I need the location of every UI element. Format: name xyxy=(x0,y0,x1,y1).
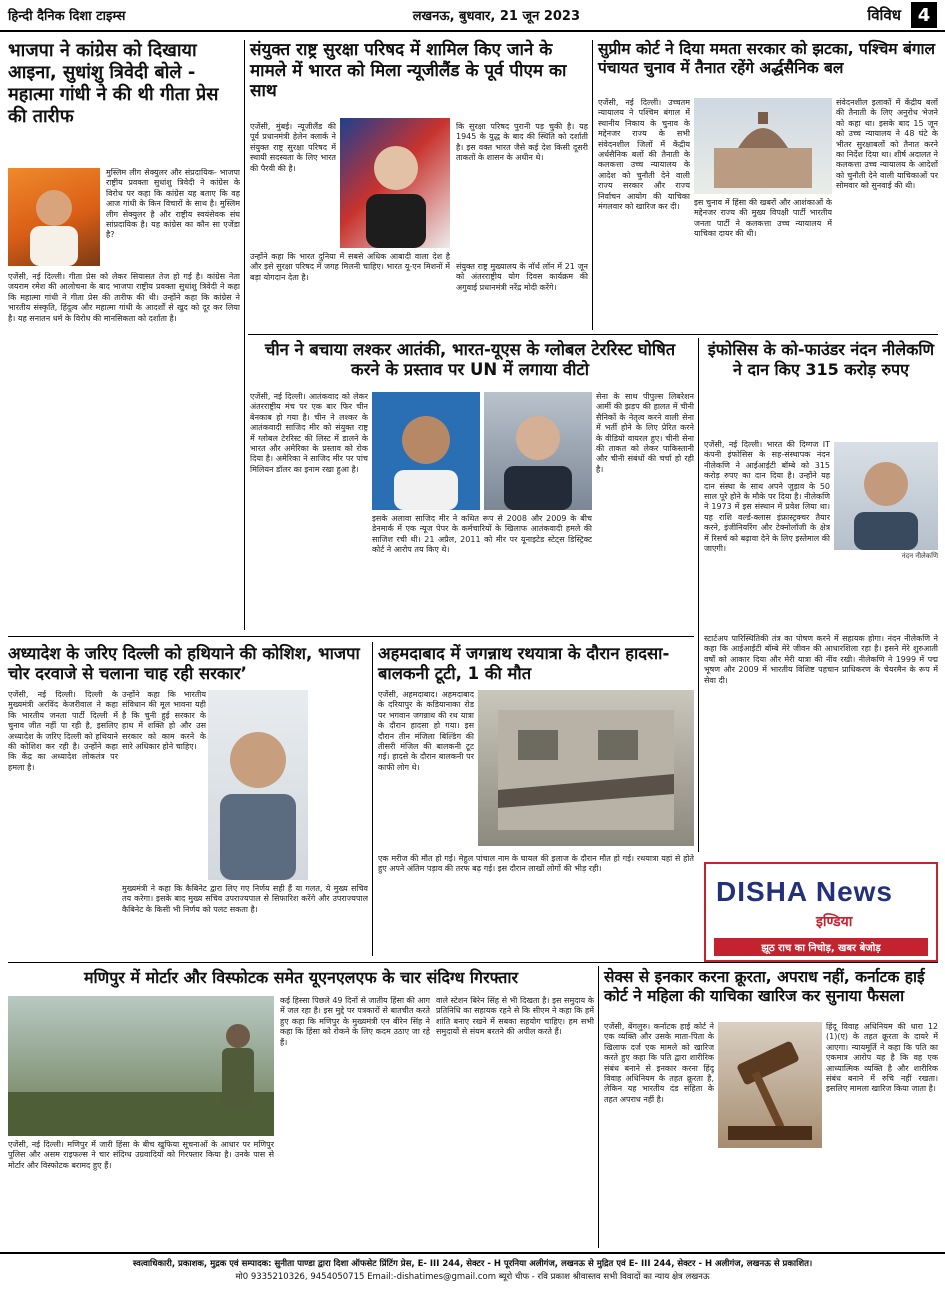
body-manipur-c: वाले स्टेशन बिरेन सिंह से भी दिखता है। इस समुदाय के प्रतिनिधि का सहायक रहने से कि सीएम ने कहा कि हमें शांति बनाए रखने में सबका सहयोग चाहिए। हम सभी समुदायों से संयम बरतने की अपील करते हैं। xyxy=(436,996,594,1037)
page-number: 4 xyxy=(911,2,937,28)
masthead xyxy=(0,0,945,32)
body-sc-b: इस चुनाव में हिंसा की खबरों और आशंकाओं के मद्देनजर राज्य की मुख्य विपक्षी पार्टी भारतीय जनता पार्टी ने कलकत्ता उच्च न्यायालय में याचिका दायर की थी। xyxy=(694,198,832,239)
imprint-line-1: स्वत्वाधिकारी, प्रकाशक, मुद्रक एवं सम्पादक: सुनीता पाण्डा द्वारा दिशा ऑफसेट प्रिंटिंग प्रेस, E- III 244, सेक्टर - H पूरनिया अलीगंज, लखनऊ से मुद्रित एवं E- III 244, सेक्टर - H अलीगंज, लखनऊ से प्रकाशित। xyxy=(132,1259,813,1269)
person-silhouette-icon xyxy=(372,392,480,510)
body-ahmedabad-a: एजेंसी, अहमदाबाद। अहमदाबाद के दरियापुर के कडियानाका रोड पर भगवान जगन्नाथ की रथ यात्रा के दौरान हादसा हो गया। इस दौरान तीन मंजिला बिल्डिंग की तीसरी मंजिल की बालकनी टूट गई। हादसे के दौरान बालकनी पर काफी लोग थे। xyxy=(378,690,474,772)
building-icon xyxy=(478,690,694,846)
column-rule xyxy=(598,966,599,1248)
person-silhouette-icon xyxy=(340,118,450,248)
disha-news-ad xyxy=(704,862,938,962)
body-congress-a: मुस्लिम लीग सेक्युलर और संप्रदायिक- भाजपा राष्ट्रीय प्रवक्ता सुधांशु त्रिवेदी ने कांग्रेस के विरोध पर कहा कि कांग्रेस यह बताए कि वह आज गांधी के किन विचारों के साथ है। मुस्लिम लीग सेक्युलर है और राष्ट्रीय स्वयंसेवक संघ सांप्रदायिक है। यह कांग्रेस का कौन सा एजेंडा है? xyxy=(106,168,240,240)
photo-balcony-collapse xyxy=(478,690,694,846)
row-rule xyxy=(8,962,938,963)
photo-gavel xyxy=(718,1022,822,1148)
column-rule xyxy=(372,642,373,956)
body-unsc-b: कि सुरक्षा परिषद पुरानी पड़ चुकी है। यह 1945 के युद्ध के बाद की स्थिति को दर्शाती है। इस वक्त भारत जैसे कई देश किसी दूसरी ताकतों के शासन के अधीन थे। xyxy=(456,122,588,163)
photo-xi-jinping xyxy=(484,392,592,510)
body-unsc-a: एजेंसी, मुंबई। न्यूजीलैंड की पूर्व प्रधानमंत्री हेलेन क्लार्क ने संयुक्त राष्ट्र सुरक्षा परिषद में स्थायी सदस्यता के लिए भारत की पैरवी की है। xyxy=(250,122,336,173)
column-rule xyxy=(592,40,593,330)
body-infosys-a: एजेंसी, नई दिल्ली। भारत की दिग्गज IT कंपनी इंफोसिस के सह-संस्थापक नंदन नीलेकणि ने आईआईटी बॉम्बे को 315 करोड़ रुपए का दान दिया है। उन्होंने यह दान संस्था के साथ अपने जुड़ाव के 50 साल पूरे होने के मौके पर दिया है। नीलेकणि ने 1973 में इस संस्थान में प्रवेश लिया था। यह राशि वर्ल्ड-क्लास इंफ्रास्ट्रक्चर तैयार करने, इंजीनियरिंग और टेक्नोलॉजी के क्षेत्र में रिसर्च को बढ़ावा देने के लिए इस्तेमाल की जाएगी। xyxy=(704,440,830,554)
body-delhi-b: उन्होंने कहा कि भारतीय संविधान की मूल भावना यही है कि चुनी हुई सरकार के हाथ में शक्ति हो और उस सरकार को काम करने के सारे अधिकार होने चाहिए। xyxy=(122,690,206,752)
headline-manipur: मणिपुर में मोर्टार और विस्फोटक समेत यूएनएलएफ के चार संदिग्ध गिरफ्तार xyxy=(83,968,519,987)
headline-supreme-court: सुप्रीम कोर्ट ने दिया ममता सरकार को झटका, पश्चिम बंगाल पंचायत चुनाव में तैनात रहेंगे अर्द्धसैनिक बल xyxy=(598,40,936,77)
headline-delhi: अध्यादेश के जरिए दिल्ली को हथियाने की कोशिश, भाजपा चोर दरवाजे से चलाना चाह रही सरकार’ xyxy=(8,644,360,684)
body-manipur-a: एजेंसी, नई दिल्ली। मणिपुर में जारी हिंसा के बीच खुफिया सूचनाओं के आधार पर मणिपुर पुलिस और असम राइफल्स ने चार संदिग्ध उग्रवादियों को गिरफ्तार किया है। उनके पास से मोर्टार और विस्फोटक बरामद हुए हैं। xyxy=(8,1140,274,1170)
row-rule xyxy=(248,334,938,335)
headline-lashkar: चीन ने बचाया लश्कर आतंकी, भारत-यूएस के ग्लोबल टेररिस्ट घोषित करने के प्रस्ताव पर UN में लगाया वीटो xyxy=(264,340,676,380)
body-lashkar-c: सेना के साथ पीपुल्स लिबरेशन आर्मी की झड़प की हालत में चीनी सैनिकों के नेतृत्व करने वाली सेना में भर्ती होने के लिए प्रेरित करने के वीडियो वायरल हुए। चीनी सेना की ताकत को लेकर पाकिस्तानी और चीनी संबंधों की चर्चा हो रही है। xyxy=(596,392,694,474)
person-silhouette-icon xyxy=(484,392,592,510)
body-congress-b: एजेंसी, नई दिल्ली। गीता प्रेस को लेकर सियासत तेज हो गई है। कांग्रेस नेता जयराम रमेश की आलोचना के बाद भाजपा राष्ट्रीय प्रवक्ता सुधांशु त्रिवेदी ने कहा कि महात्मा गांधी ने गीता प्रेस की तारीफ की थी। उन्होंने कहा कि कांग्रेस ने भारतीय संस्कृति, हिंदुत्व और महात्मा गांधी के आदर्शों से खुद को दूर कर लिया है। यह सनातन धर्म के विरोध की मानसिकता को दर्शाता है। xyxy=(8,272,240,323)
ad-sub: इण्डिया xyxy=(816,914,853,930)
headline-infosys: इंफोसिस के को-फाउंडर नंदन नीलेकणि ने दान किए 315 करोड़ रुपए xyxy=(707,340,935,379)
ad-brand: DISHA News xyxy=(716,876,894,907)
court-building-icon xyxy=(694,98,832,194)
person-silhouette-icon xyxy=(208,690,308,880)
body-lashkar-a: एजेंसी, नई दिल्ली। आतंकवाद को लेकर अंतरराष्ट्रीय मंच पर एक बार फिर चीन बेनकाब हो गया है। चीन ने लश्कर के आतंकवादी साजिद मीर को संयुक्त राष्ट्र में ग्लोबल टेररिस्ट की लिस्ट में डालने के भारत और अमेरिका के प्रस्ताव को रोक दिया है। अमेरिका ने साजिद मीर पर पांच मिलियन डॉलर का इनाम रखा हुआ है। xyxy=(250,392,368,474)
headline-karnataka-hc: सेक्स से इनकार करना क्रूरता, अपराध नहीं, कर्नाटक हाई कोर्ट ने महिला की याचिका खारिज कर सुनाया फैसला xyxy=(604,968,925,1005)
ad-tagline: झूठ राच का निचोड़, खबर बेजोड़ xyxy=(714,938,928,956)
paper-name: हिन्दी दैनिक दिशा टाइम्स xyxy=(8,9,126,24)
body-infosys-b: स्टार्टअप पारिस्थितिकी तंत्र का पोषण करने में सहायक होगा। नंदन नीलेकणि ने कहा कि आईआईटी बॉम्बे मेरे जीवन की आधारशिला रहा है। इसने मेरे शुरुआती वर्षों को आकार दिया और मेरी यात्रा की नींव रखी। नीलेकणि ने 1999 में पद्म भूषण और 2009 में भारतीय विशिष्ट पहचान प्राधिकरण के चेयरमैन के रूप में सेवा दी। xyxy=(704,634,938,685)
person-silhouette-icon xyxy=(8,168,100,266)
soldier-icon xyxy=(8,996,274,1136)
gavel-icon xyxy=(718,1022,822,1148)
photo-sajid-mir xyxy=(372,392,480,510)
photo-kejriwal xyxy=(208,690,308,880)
imprint-footer xyxy=(0,1252,945,1295)
headline-ahmedabad: अहमदाबाद में जगन्नाथ रथयात्रा के दौरान हादसा- बालकनी टूटी, 1 की मौत xyxy=(378,644,670,684)
photo-nandan-nilekani xyxy=(834,442,938,550)
column-rule xyxy=(244,40,245,630)
dateline: लखनऊ, बुधवार, 21 जून 2023 xyxy=(412,9,581,24)
column-rule xyxy=(698,338,699,852)
body-unsc-c: उन्होंने कहा कि भारत दुनिया में सबसे अधिक आबादी वाला देश है और इसे सुरक्षा परिषद में जगह मिलनी चाहिए। भारत यू-एन मिशनों में बड़ा योगदान देता है। xyxy=(250,252,450,282)
photo-manipur-soldier xyxy=(8,996,274,1136)
photo-sudhanshu-trivedi xyxy=(8,168,100,266)
body-lashkar-b: इसके अलावा साजिद मीर ने कथित रूप से 2008 और 2009 के बीच डेनमार्क में एक न्यूज पेपर के कर्मचारियों के खिलाफ आतंकवादी हमले की साजिश रची थी। 21 अप्रैल, 2011 को मीर पर यूनाइटेड स्टेट्स डिस्ट्रिक्ट कोर्ट ने आरोप तय किए थे। xyxy=(372,514,592,555)
imprint-line-2: मो0 9335210326, 9454050715 Email:-dishatimes@gmail.com ब्यूरो चीफ - रवि प्रकाश श्रीवास्तव सभी विवादों का न्याय क्षेत्र लखनऊ xyxy=(235,1272,710,1282)
body-ahmedabad-b: एक मरीज की मौत हो गई। मेहुल पांचाल नाम के घायल की इलाज के दौरान मौत हो गई। रथयात्रा यहां से होते हुए अपने अंतिम पड़ाव की तरफ बढ़ गई। इस दौरान लाखों लोगों की भीड़ रही। xyxy=(378,854,694,874)
section-label: विविध xyxy=(867,6,901,24)
headline-congress: भाजपा ने कांग्रेस को दिखाया आइना, सुधांशु त्रिवेदी बोले - महात्मा गांधी ने की थी गीता प्रेस की तारीफ xyxy=(8,40,219,127)
photo-supreme-court xyxy=(694,98,832,194)
photo-helen-clark xyxy=(340,118,450,248)
body-sc-c: संवेदनशील इलाकों में केंद्रीय बलों की तैनाती के लिए अनुरोध भेजने को कहा था। इसके बाद 15 जून को उच्च न्यायालय ने 48 घंटे के भीतर सुरक्षाबलों को तैनात करने का निर्देश दिया था। शीर्ष अदालत ने कलकत्ता उच्च न्यायालय के आदेशों को चुनौती देने वाली याचिकाओं पर सोमवार को सुनवाई की थी। xyxy=(836,98,938,191)
body-unsc-d: संयुक्त राष्ट्र मुख्यालय के नॉर्थ लॉन में 21 जून को अंतरराष्ट्रीय योग दिवस कार्यक्रम की अगुवाई प्रधानमंत्री नरेंद्र मोदी करेंगे। xyxy=(456,262,588,292)
headline-unsc: संयुक्त राष्ट्र सुरक्षा परिषद में शामिल किए जाने के मामले में भारत को मिला न्यूजीलैंड के पूर्व पीएम का साथ xyxy=(250,40,567,102)
caption-nilekani: नंदन नीलेकणि xyxy=(901,552,938,560)
row-rule xyxy=(8,636,694,637)
body-sc-a: एजेंसी, नई दिल्ली। उच्चतम न्यायालय ने पश्चिम बंगाल में स्थानीय निकाय के चुनाव के मद्देनजर राज्य के सभी संवेदनशील जिलों में केंद्रीय अर्धसैनिक बलों की तैनाती के कलकत्ता उच्च न्यायालय के आदेश को चुनौती देने वाली राज्य सरकार और राज्य निर्वाचन आयोग की याचिका मंगलवार को खारिज कर दी। xyxy=(598,98,690,212)
body-hc-a: एजेंसी, बेंगलुरु। कर्नाटक हाई कोर्ट ने एक व्यक्ति और उसके माता-पिता के खिलाफ दर्ज एक मामले को खारिज करते हुए कहा कि पति द्वारा शारीरिक संबंध बनाने से इनकार करना हिंदू विवाह अधिनियम के तहत क्रूरता है, लेकिन यह भारतीय दंड संहिता के तहत अपराध नहीं है। xyxy=(604,1022,714,1104)
person-silhouette-icon xyxy=(834,442,938,550)
body-hc-b: हिंदू विवाह अधिनियम की धारा 12 (1)(ए) के तहत क्रूरता के दायरे में आएगा। न्यायमूर्ति ने कहा कि पति का एकमात्र आरोप यह है कि वह एक आध्यात्मिक व्यक्ति है और शारीरिक संबंध बनाने में रुचि नहीं रखता। इसलिए मामला खारिज किया जाता है। xyxy=(826,1022,938,1094)
body-delhi-a: एजेंसी, नई दिल्ली। दिल्ली के मुख्यमंत्री अरविंद केजरीवाल ने कहा कि भारतीय जनता पार्टी दिल्ली में चुनाव जीत नहीं पा रही है, इसलिए अध्यादेश के जरिए दिल्ली को हथियाने की कोशिश कर रही है। उन्होंने कहा कि केंद्र का अध्यादेश लोकतंत्र पर हमला है। xyxy=(8,690,118,772)
body-manipur-b: कई हिस्सा पिछले 49 दिनों से जातीय हिंसा की आग में जल रहा है। इस मुद्दे पर पत्रकारों से बातचीत करते हुए कहा कि मणिपुर के मुख्यमंत्री एन बीरेन सिंह ने कहा कि हिंसा को रोकने के लिए कदम उठाए जा रहे हैं। xyxy=(280,996,430,1047)
body-delhi-c: मुख्यमंत्री ने कहा कि कैबिनेट द्वारा लिए गए निर्णय सही हैं या गलत, ये मुख्य सचिव तय करेगा। इसके बाद मुख्य सचिव उपराज्यपाल से सिफारिश करेंगे और उपराज्यपाल कैबिनेट के किसी भी निर्णय को पलट सकता है। xyxy=(122,884,368,914)
section-block xyxy=(867,2,937,28)
